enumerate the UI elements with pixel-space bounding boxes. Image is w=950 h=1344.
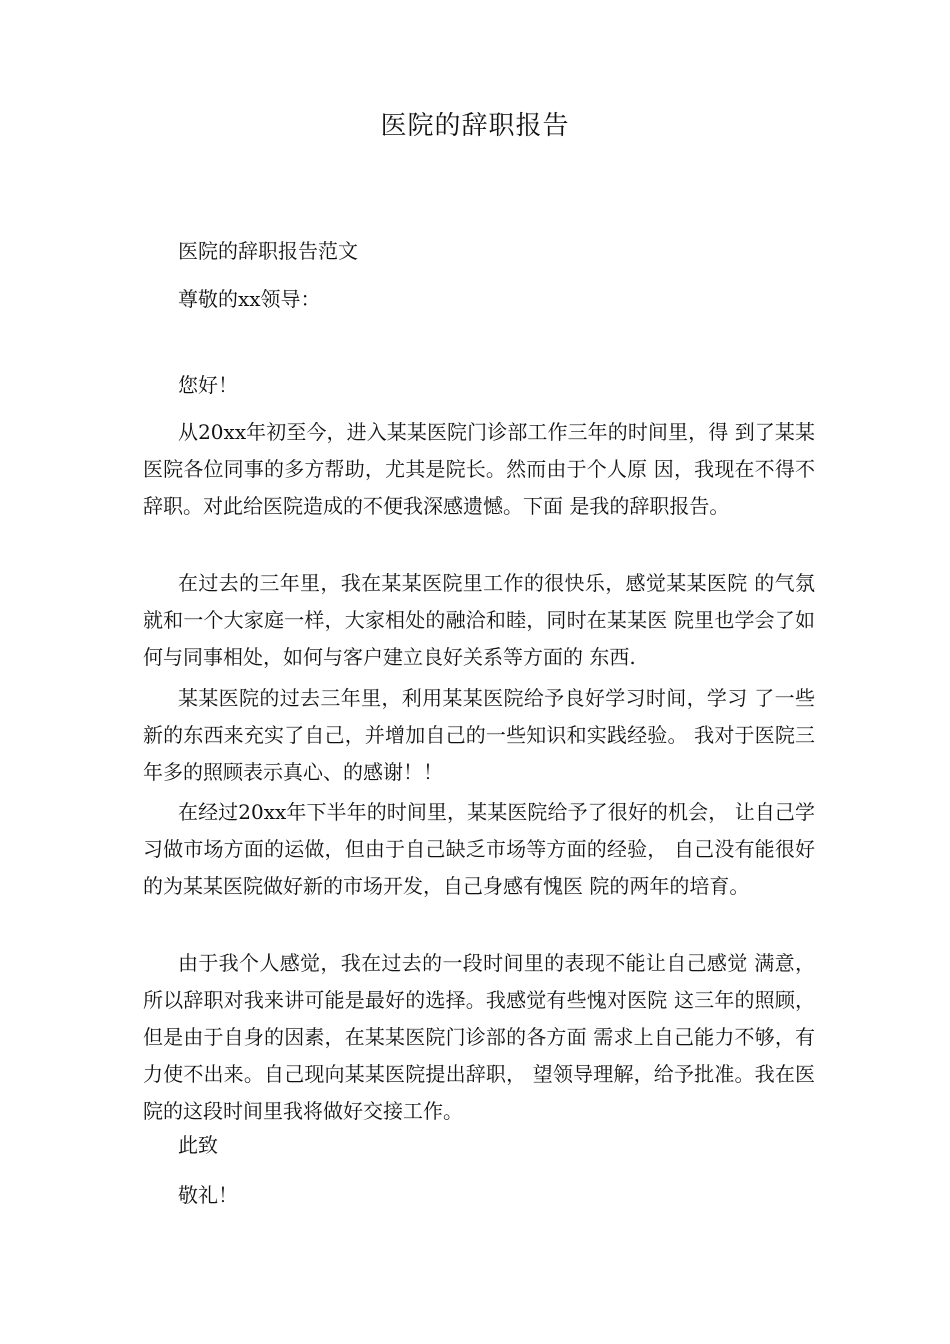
body-paragraph-4: 在经过20xx年下半年的时间里，某某医院给予了很好的机会， 让自己学习做市场方面的运做，但由于自己缺乏市场等方面的经验， 自己没有能很好的为某某医院做好新的市场开发，自己身感有愧医 院的两年的培育。 [143,800,815,898]
document-title: 医院的辞职报告 [380,111,570,141]
closing-line-1: 此致 [178,1133,218,1157]
document-subtitle: 医院的辞职报告范文 [178,239,358,263]
greeting: 您好！ [178,373,238,397]
body-paragraph-2: 在过去的三年里，我在某某医院里工作的很快乐，感觉某某医院 的气氛就和一个大家庭一样，大家相处的融洽和睦，同时在某某医 院里也学会了如何与同事相处，如何与客户建立良好关系等方面的 东西. [143,571,815,669]
salutation: 尊敬的xx领导： [178,287,321,311]
closing-line-2: 敬礼！ [178,1183,238,1207]
body-paragraph-5: 由于我个人感觉，我在过去的一段时间里的表现不能让自己感觉 满意，所以辞职对我来讲可能是最好的选择。我感觉有些愧对医院 这三年的照顾，但是由于自身的因素，在某某医院门诊部的各方面 需求上自己能力不够，有力使不出来。自己现向某某医院提出辞职， 望领导理解，给予批准。我在医院的这段时间里我将做好交接工作。 [143,951,815,1123]
body-paragraph-3: 某某医院的过去三年里，利用某某医院给予良好学习时间，学习 了一些新的东西来充实了自己，并增加自己的一些知识和实践经验。 我对于医院三年多的照顾表示真心、的感谢！！ [143,686,815,784]
body-paragraph-1: 从20xx年初至今，进入某某医院门诊部工作三年的时间里，得 到了某某医院各位同事的多方帮助，尤其是院长。然而由于个人原 因，我现在不得不辞职。对此给医院造成的不便我深感遗憾。下面 是我的辞职报告。 [143,420,815,518]
